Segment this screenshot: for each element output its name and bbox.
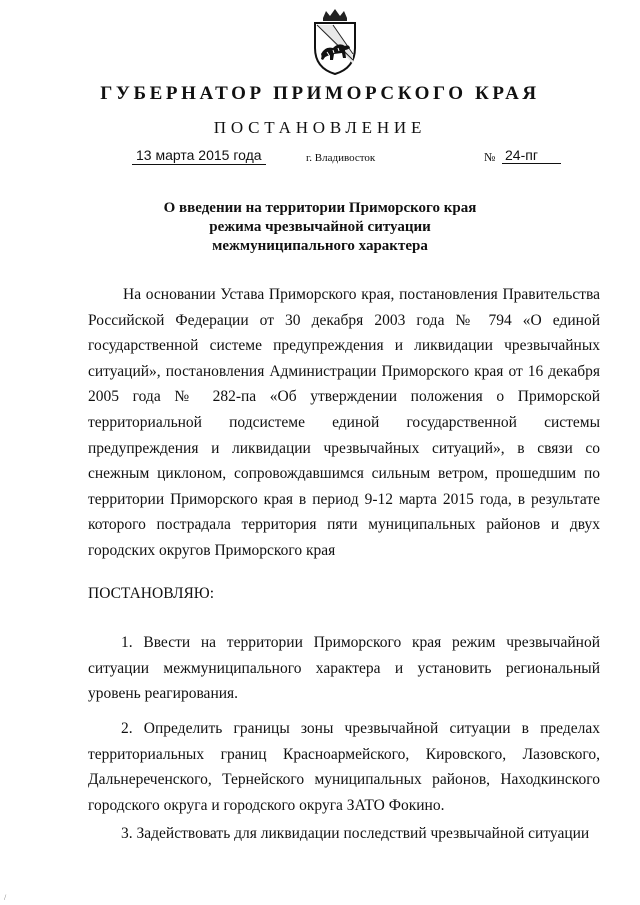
- primorsky-coat-of-arms-emblem: [309, 8, 361, 76]
- resolves-heading: ПОСТАНОВЛЯЮ:: [88, 585, 215, 602]
- subject-line-1: О введении на территории Приморского края: [163, 200, 477, 216]
- document-number: 24-пг: [502, 147, 561, 164]
- subject-line-3: межмуниципального характера: [212, 238, 428, 254]
- decree-item-1: 1. Ввести на территории Приморского края режим чрезвычайной ситуации межмуниципального характера и установить региональный уровень реагирования.: [88, 634, 600, 703]
- document-city: г. Владивосток: [306, 152, 376, 164]
- document-date: 13 марта 2015 года: [132, 147, 266, 165]
- document-subject: [0, 199, 640, 256]
- preamble-paragraph: На основании Устава Приморского края, постановления Правительства Российской Федерации от 30 декабря 2003 года № 794 «О единой государственной системе предупреждения и ликвидации чрезвычайных ситуаций», постановления Администрации Приморского края от 16 декабря 2005 года № 282-па «Об утверждении положения о Приморской территориальной подсистеме единой государственной системы предупреждения и ликвидации чрезвычайных ситуаций», в связи со снежным циклоном, сопровождавшимся сильным ветром, прошедшим по территории Приморского края в период 9-12 марта 2015 года, в результате которого пострадала территория пяти муниципальных районов и двух городских округов Приморского края: [88, 286, 600, 559]
- governor-title: ГУБЕРНАТОР ПРИМОРСКОГО КРАЯ: [100, 83, 540, 104]
- subject-line-2: режима чрезвычайной ситуации: [209, 219, 431, 235]
- page-corner-mark: /: [4, 893, 7, 902]
- decree-item-3: 3. Задействовать для ликвидации последствий чрезвычайной ситуации: [121, 825, 590, 842]
- document-number-sign: №: [484, 150, 496, 164]
- document-type: ПОСТАНОВЛЕНИЕ: [213, 118, 427, 137]
- decree-item-2: 2. Определить границы зоны чрезвычайной ситуации в пределах территориальных границ Красноармейского, Кировского, Лазовского, Дальнереченского, Тернейского муниципальных районов, Находкинского городского округа и городского округа ЗАТО Фокино.: [88, 720, 600, 814]
